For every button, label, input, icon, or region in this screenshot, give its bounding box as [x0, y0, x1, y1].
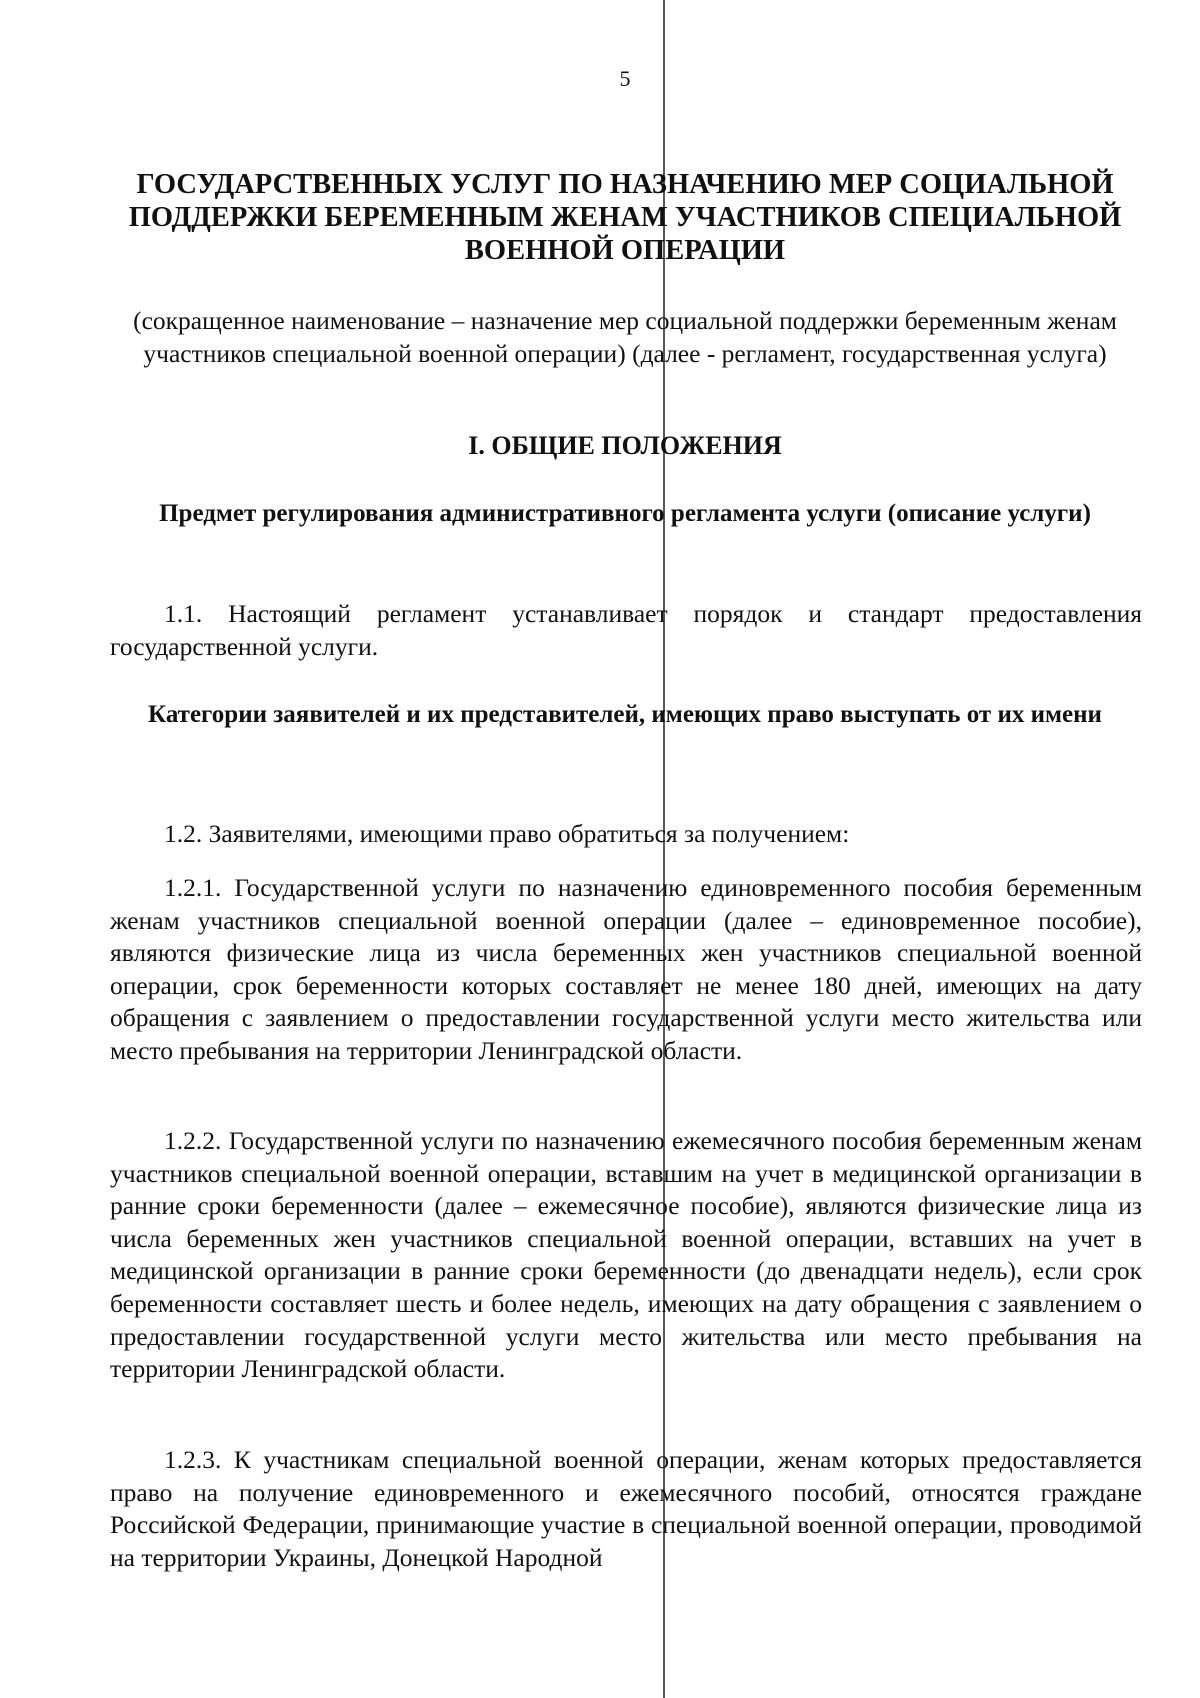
short-name-note: (сокращенное наименование – назначение мер социальной поддержки беременным женам участников специальной военной операции) (далее - регламент, государственная услуга) [133, 306, 1117, 368]
paragraph-1-2: 1.2. Заявителями, имеющими право обратиться за получением: [164, 819, 850, 848]
document-title: ГОСУДАРСТВЕННЫХ УСЛУГ ПО НАЗНАЧЕНИЮ МЕР СОЦИАЛЬНОЙ ПОДДЕРЖКИ БЕРЕМЕННЫМ ЖЕНАМ УЧАСТНИКОВ СПЕЦИАЛЬНОЙ ВОЕННОЙ ОПЕРАЦИИ [128, 169, 1122, 266]
paragraph-1-2-3: 1.2.3. К участникам специальной военной операции, женам которых предоставляется право на получение единовременного и ежемесячного пособий, относятся граждане Российской Федерации, принимающие участие в специальной военной операции, проводимой на территории Украины, Донецкой Народной [110, 1445, 1142, 1572]
subheading-categories: Категории заявителей и их представителей, имеющих право выступать от их имени [148, 701, 1102, 728]
paragraph-1-1: 1.1. Настоящий регламент устанавливает порядок и стандарт предоставления государственной услуги. [110, 599, 1142, 661]
page-number: 5 [619, 66, 631, 91]
subheading-subject: Предмет регулирования административного регламента услуги (описание услуги) [159, 500, 1091, 527]
section-heading: I. ОБЩИЕ ПОЛОЖЕНИЯ [468, 431, 782, 460]
paragraph-1-2-1: 1.2.1. Государственной услуги по назначению единовременного пособия беременным женам участников специальной военной операции (далее – единовременное пособие), являются физические лица из числа беременных жен участников специальной военной операции, срок беременности которых составляет не менее 180 дней, имеющих на дату обращения с заявлением о предоставлении государственной услуги место жительства или место пребывания на территории Ленинградской области. [110, 873, 1142, 1065]
paragraph-1-2-2: 1.2.2. Государственной услуги по назначению ежемесячного пособия беременным женам участников специальной военной операции, вставшим на учет в медицинской организации в ранние сроки беременности (далее – ежемесячное пособие), являются физические лица из числа беременных жен участников специальной военной операции, вставших на учет в медицинской организации в ранние сроки беременности (до двенадцати недель), если срок беременности составляет шесть и более недель, имеющих на дату обращения с заявлением о предоставлении государственной услуги место жительства или место пребывания на территории Ленинградской области. [110, 1126, 1142, 1384]
